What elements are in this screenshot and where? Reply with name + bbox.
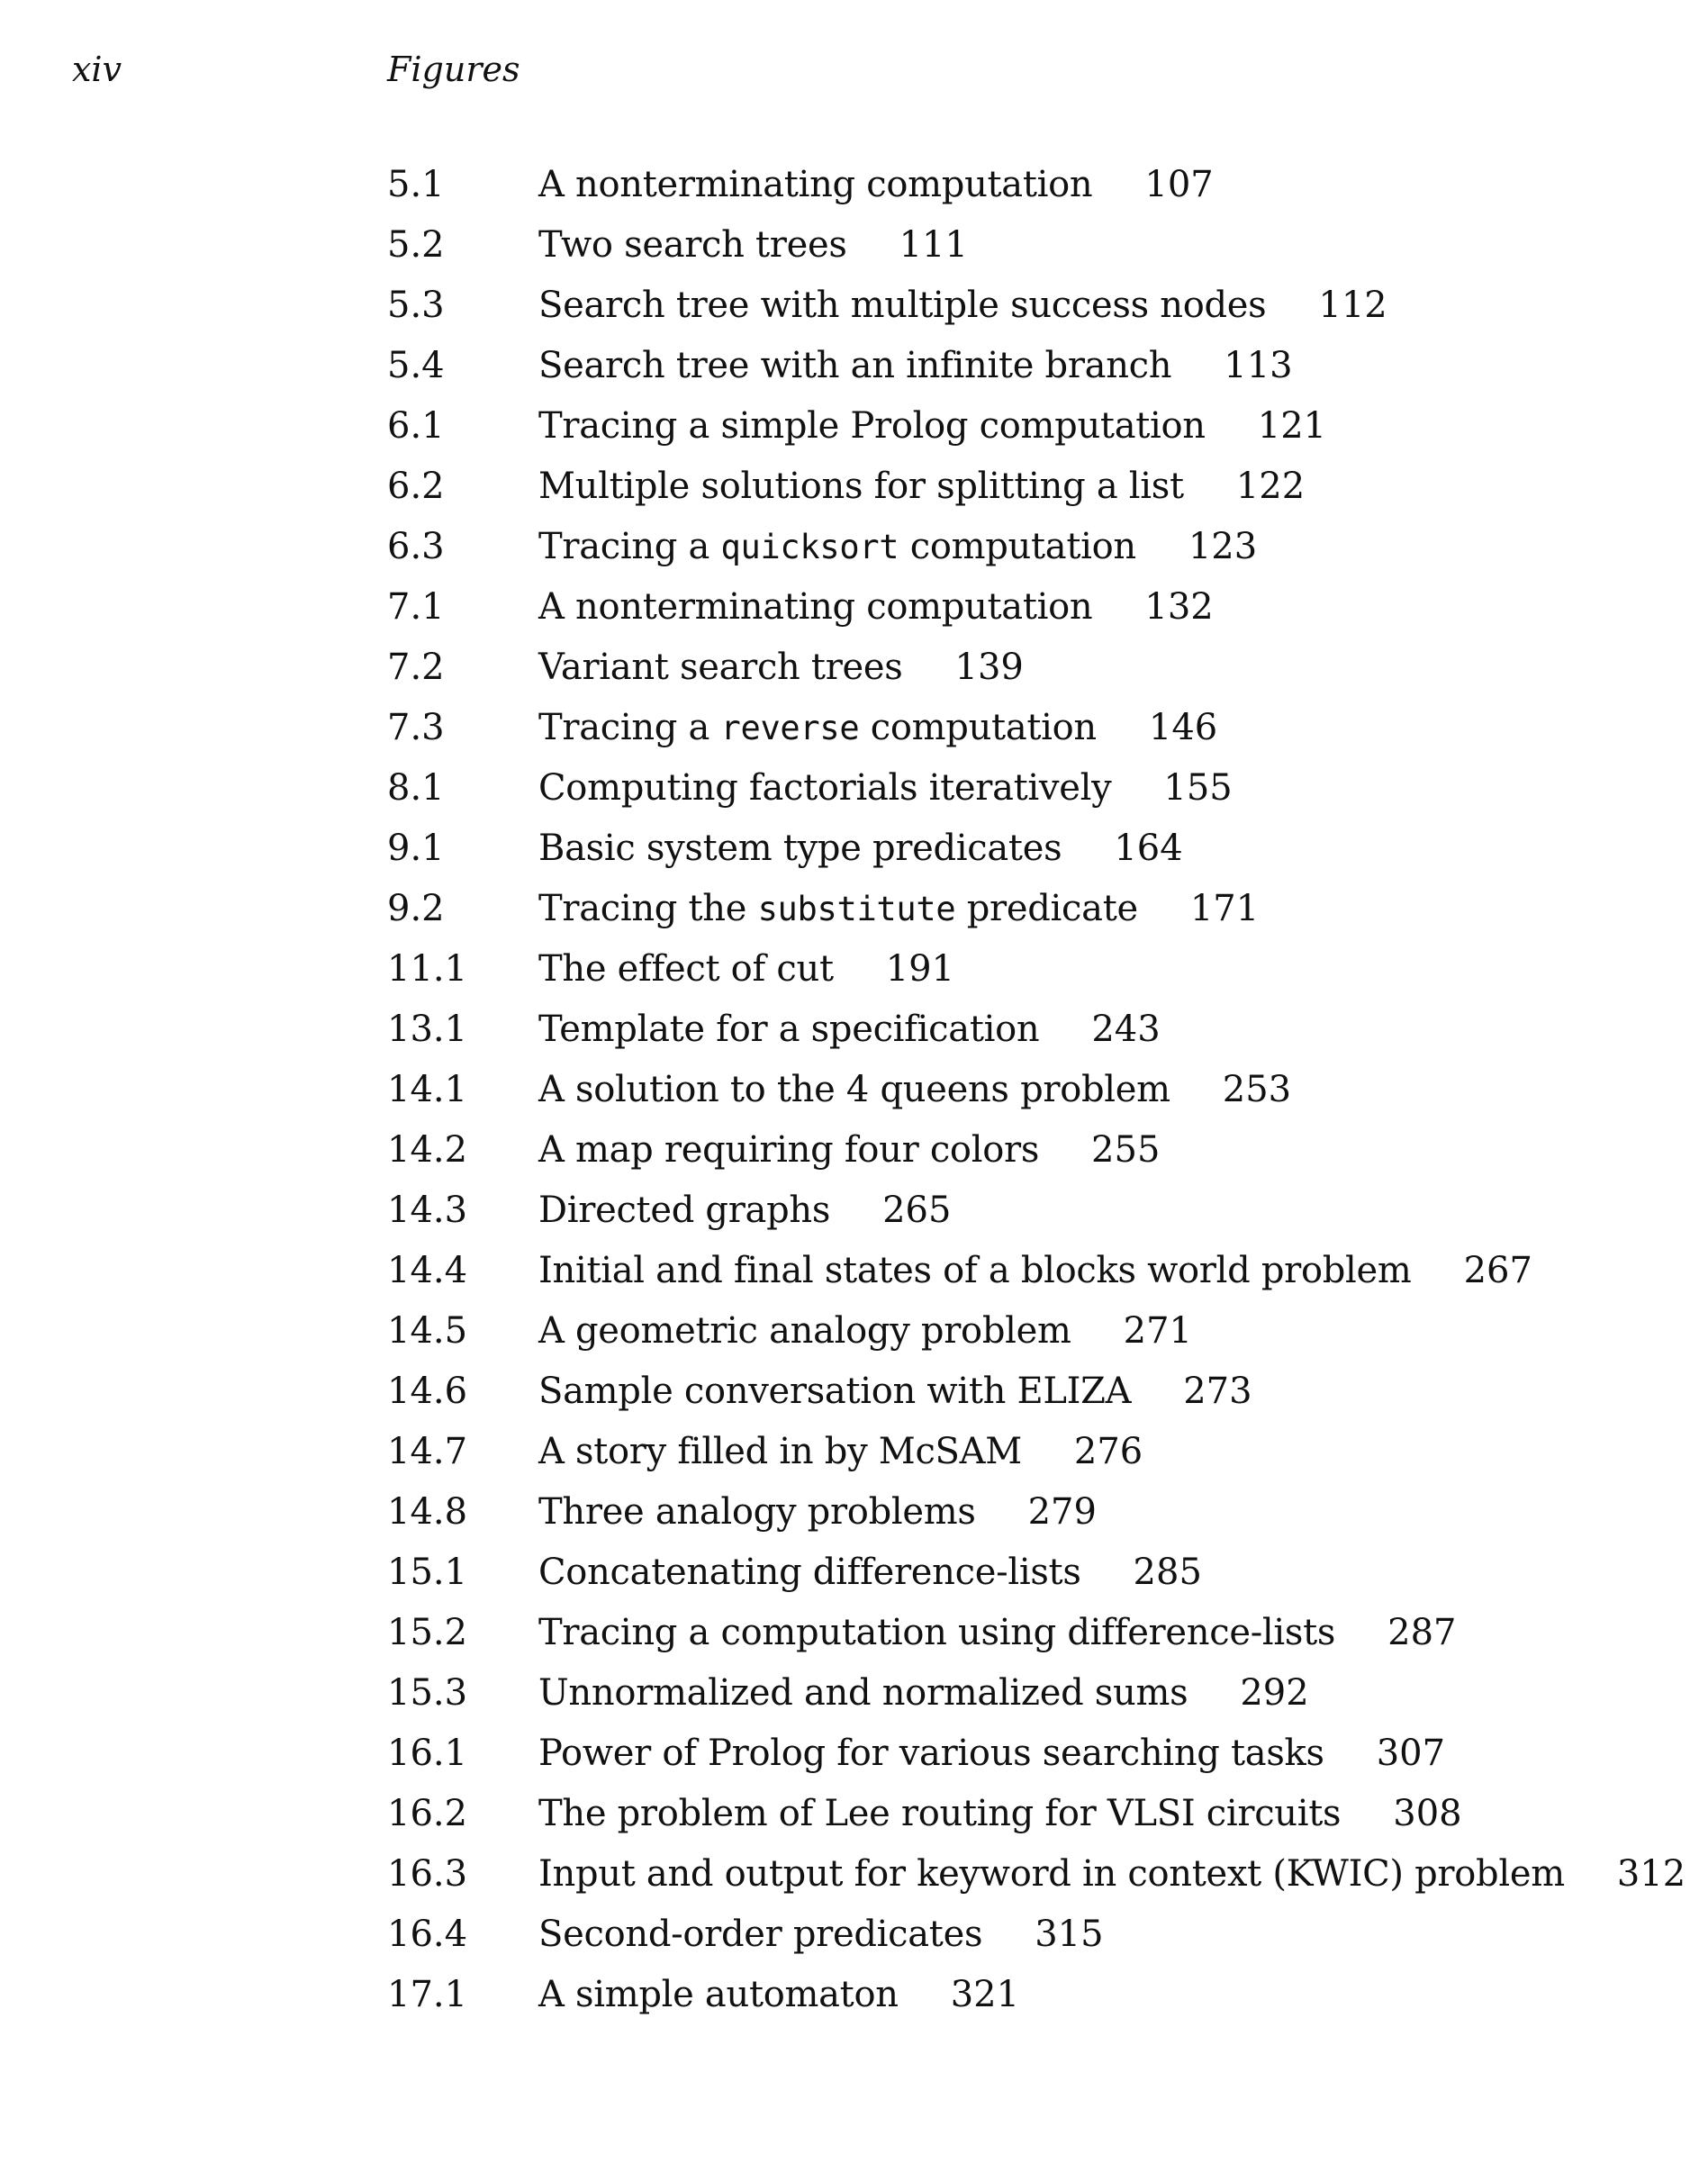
figure-number: 15.3 — [387, 1672, 468, 1714]
figure-number: 13.1 — [387, 1009, 468, 1050]
figure-number: 6.1 — [387, 405, 445, 447]
figure-page-number: 146 — [1148, 707, 1218, 748]
figure-page-number: 243 — [1091, 1009, 1161, 1050]
figure-entry — [387, 336, 1684, 396]
figure-title: Directed graphs — [538, 1190, 831, 1231]
figure-page-number: 271 — [1123, 1310, 1192, 1352]
figure-number: 5.3 — [387, 285, 445, 326]
figure-number: 15.1 — [387, 1552, 468, 1593]
figure-title — [538, 698, 1097, 758]
figure-page-number: 265 — [882, 1190, 952, 1231]
figure-title: Multiple solutions for splitting a list — [538, 466, 1184, 507]
figure-page-number: 155 — [1163, 767, 1233, 809]
figure-number: 14.2 — [387, 1129, 468, 1171]
figure-page-number: 287 — [1387, 1612, 1457, 1653]
figure-title: Basic system type predicates — [538, 828, 1062, 869]
figure-title: The problem of Lee routing for VLSI circuits — [538, 1793, 1342, 1834]
figure-page-number: 171 — [1189, 888, 1260, 929]
figure-entry — [387, 1663, 1684, 1724]
figure-entry — [387, 1362, 1684, 1422]
figure-number: 14.5 — [387, 1310, 468, 1352]
figure-title: Search tree with multiple success nodes — [538, 285, 1267, 326]
figure-entry — [387, 879, 1684, 939]
figure-entry — [387, 1482, 1684, 1543]
figure-number: 14.4 — [387, 1250, 468, 1291]
figure-entry — [387, 1603, 1684, 1663]
figure-page-number: 285 — [1133, 1552, 1202, 1593]
figure-number: 6.3 — [387, 526, 445, 567]
figure-page-number: 191 — [885, 948, 955, 990]
figure-title: A nonterminating computation — [538, 586, 1093, 628]
figure-page-number: 121 — [1257, 405, 1327, 447]
figure-entry — [387, 457, 1684, 517]
figure-title: A simple automaton — [538, 1974, 899, 2015]
figure-page-number: 132 — [1144, 586, 1214, 628]
figure-number: 7.1 — [387, 586, 445, 628]
figure-entry — [387, 396, 1684, 457]
figure-title: Unnormalized and normalized sums — [538, 1672, 1188, 1714]
figure-number: 14.8 — [387, 1491, 468, 1533]
figure-title: Power of Prolog for various searching tasks — [538, 1733, 1324, 1774]
running-title: Figures — [387, 50, 520, 89]
figure-title: A map requiring four colors — [538, 1129, 1040, 1171]
figure-page-number: 253 — [1222, 1069, 1292, 1110]
figure-title-code: substitute — [757, 890, 956, 928]
figure-number: 16.2 — [387, 1793, 468, 1834]
figure-title: Tracing a computation using difference-lists — [538, 1612, 1336, 1653]
figure-title-text: predicate — [955, 888, 1138, 929]
figure-entry — [387, 1181, 1684, 1241]
figure-page-number: 107 — [1144, 164, 1214, 205]
figure-entry — [387, 1301, 1684, 1362]
figure-title: A story filled in by McSAM — [538, 1431, 1022, 1472]
figure-number: 14.1 — [387, 1069, 468, 1110]
figure-page-number: 267 — [1463, 1250, 1532, 1291]
figure-page-number: 312 — [1616, 1853, 1686, 1895]
figure-number: 9.1 — [387, 828, 445, 869]
figure-number: 16.1 — [387, 1733, 468, 1774]
figure-page-number: 164 — [1114, 828, 1183, 869]
figure-page-number: 122 — [1235, 466, 1306, 507]
figure-title-text: Tracing a — [538, 526, 721, 567]
figure-title: Search tree with an infinite branch — [538, 345, 1172, 386]
figure-title — [538, 517, 1136, 577]
figure-number: 5.2 — [387, 224, 445, 266]
figure-page-number: 279 — [1027, 1491, 1097, 1533]
figure-number: 5.1 — [387, 164, 445, 205]
figure-page-number: 112 — [1318, 285, 1387, 326]
figure-number: 15.2 — [387, 1612, 468, 1653]
figure-number: 14.7 — [387, 1431, 468, 1472]
figure-entry — [387, 1241, 1684, 1301]
figure-entry — [387, 1844, 1684, 1905]
figure-number: 16.4 — [387, 1914, 468, 1955]
figure-number: 14.6 — [387, 1371, 468, 1412]
figure-entry — [387, 276, 1684, 336]
figure-title: Concatenating difference-lists — [538, 1552, 1081, 1593]
figure-entry — [387, 1724, 1684, 1784]
figure-title-code: quicksort — [720, 528, 899, 566]
figure-number: 17.1 — [387, 1974, 468, 2015]
figure-page-number: 255 — [1091, 1129, 1161, 1171]
figure-entry — [387, 1422, 1684, 1482]
figure-number: 5.4 — [387, 345, 445, 386]
figure-title-text: Tracing the — [538, 888, 758, 929]
figure-number: 11.1 — [387, 948, 468, 990]
figure-title-text: computation — [899, 526, 1136, 567]
figure-title: Three analogy problems — [538, 1491, 976, 1533]
figure-page-number: 321 — [950, 1974, 1020, 2015]
figure-title: Template for a specification — [538, 1009, 1040, 1050]
figure-number: 14.3 — [387, 1190, 468, 1231]
figure-title: Initial and final states of a blocks world problem — [538, 1250, 1412, 1291]
figure-title: Variant search trees — [538, 647, 903, 688]
figure-page-number: 113 — [1224, 345, 1293, 386]
figure-entry — [387, 1060, 1684, 1120]
figure-title — [538, 879, 1138, 939]
figure-title-text: Tracing a — [538, 707, 721, 748]
figure-entry — [387, 939, 1684, 1000]
figure-entry — [387, 215, 1684, 276]
figure-title: Sample conversation with ELIZA — [538, 1371, 1132, 1412]
figure-title-text: computation — [859, 707, 1097, 748]
figure-number: 7.3 — [387, 707, 445, 748]
figure-entry — [387, 517, 1684, 577]
figure-title: A nonterminating computation — [538, 164, 1093, 205]
figure-number: 6.2 — [387, 466, 445, 507]
figure-title: A geometric analogy problem — [538, 1310, 1071, 1352]
figure-title: Tracing a simple Prolog computation — [538, 405, 1206, 447]
figure-title: The effect of cut — [538, 948, 834, 990]
figure-title: Computing factorials iteratively — [538, 767, 1112, 809]
figure-entry — [387, 758, 1684, 819]
figure-entry — [387, 155, 1684, 215]
figure-title-code: reverse — [720, 709, 860, 747]
figure-entry — [387, 698, 1684, 758]
figure-page-number: 308 — [1393, 1793, 1462, 1834]
figure-title: Second-order predicates — [538, 1914, 983, 1955]
figure-entry — [387, 1905, 1684, 1965]
figure-number: 7.2 — [387, 647, 445, 688]
figure-page-number: 276 — [1073, 1431, 1143, 1472]
figure-entry — [387, 577, 1684, 638]
figure-entry — [387, 819, 1684, 879]
figure-page-number: 307 — [1376, 1733, 1446, 1774]
figure-title: Two search trees — [538, 224, 847, 266]
figure-number: 16.3 — [387, 1853, 468, 1895]
figure-entry — [387, 638, 1684, 698]
figure-page-number: 273 — [1183, 1371, 1252, 1412]
figure-page-number: 315 — [1035, 1914, 1104, 1955]
figure-entry — [387, 1784, 1684, 1844]
page-number: xiv — [72, 50, 122, 89]
figure-entry — [387, 1000, 1684, 1060]
figure-number: 9.2 — [387, 888, 445, 929]
figure-list — [387, 155, 1684, 2025]
figure-entry — [387, 1543, 1684, 1603]
figure-page-number: 139 — [954, 647, 1024, 688]
figure-page-number: 111 — [899, 224, 968, 266]
figure-entry — [387, 1965, 1684, 2025]
figure-title: A solution to the 4 queens problem — [538, 1069, 1170, 1110]
figure-page-number: 292 — [1240, 1672, 1309, 1714]
figure-entry — [387, 1120, 1684, 1181]
figure-number: 8.1 — [387, 767, 445, 809]
figure-title: Input and output for keyword in context (KWIC) problem — [538, 1853, 1565, 1895]
figure-page-number: 123 — [1188, 526, 1258, 567]
